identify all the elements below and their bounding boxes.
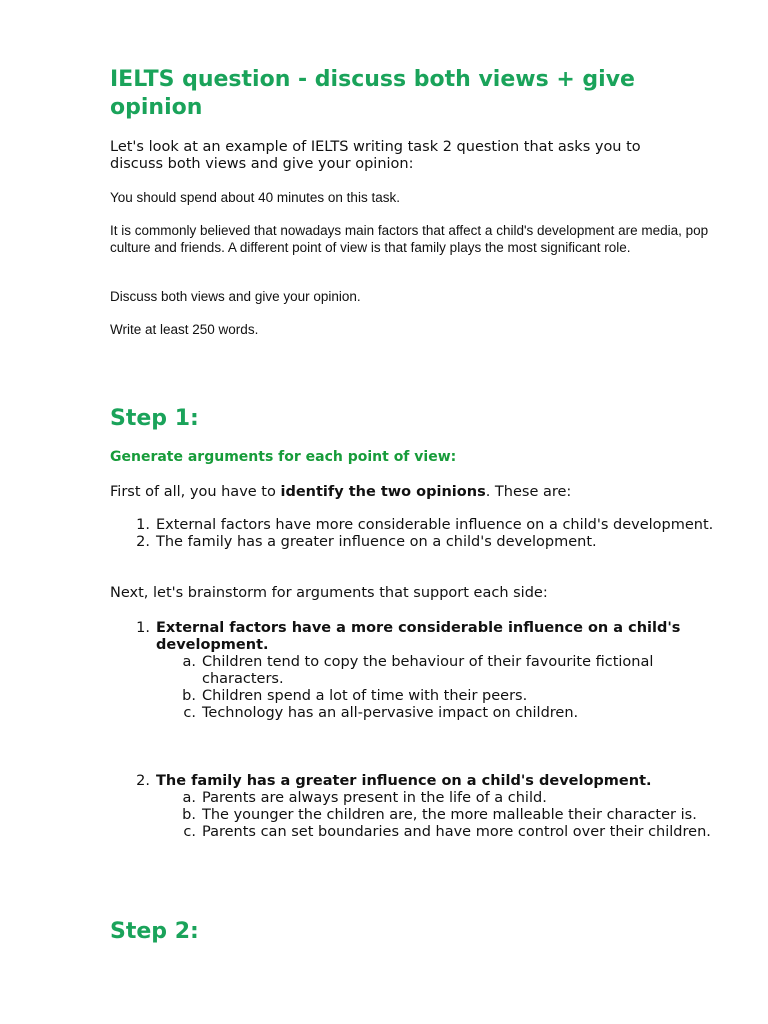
list-number: 1.	[136, 517, 150, 533]
step2-heading: Step 2:	[110, 919, 199, 944]
argument-text: Parents can set boundaries and have more control over their children.	[202, 824, 711, 840]
side-2-list	[110, 773, 730, 841]
argument-item	[110, 790, 730, 807]
task-instruction: Discuss both views and give your opinion.	[110, 289, 361, 304]
list-number: 2.	[136, 534, 150, 550]
side-1-list	[110, 620, 730, 722]
list-number: 1.	[136, 620, 150, 636]
argument-item	[110, 705, 730, 722]
argument-letter: b.	[182, 807, 196, 823]
argument-text: Children tend to copy the behaviour of their favourite fictional characters.	[202, 654, 654, 687]
argument-letter: a.	[182, 654, 196, 670]
argument-item	[110, 807, 730, 824]
argument-letter: c.	[183, 824, 196, 840]
list-item-text: External factors have more considerable influence on a child's development.	[156, 517, 714, 533]
argument-text: Technology has an all-pervasive impact on children.	[202, 705, 579, 721]
argument-text: The younger the children are, the more malleable their character is.	[202, 807, 697, 823]
intro-paragraph: Let's look at an example of IELTS writing task 2 question that asks you to discuss both views and give your opinion:	[110, 139, 641, 172]
lead-text-end: . These are:	[485, 484, 572, 500]
list-number: 2.	[136, 773, 150, 789]
task-word-count: Write at least 250 words.	[110, 322, 259, 337]
side-2-title-text: The family has a greater influence on a child's development.	[156, 773, 652, 789]
task-time: You should spend about 40 minutes on this task.	[110, 190, 400, 205]
argument-item	[110, 688, 730, 705]
step1-heading: Step 1:	[110, 406, 199, 431]
page-title: IELTS question - discuss both views + give opinion	[110, 67, 635, 120]
argument-text: Children spend a lot of time with their peers.	[202, 688, 528, 704]
side-1-title	[110, 620, 730, 654]
list-item-text: The family has a greater influence on a child's development.	[156, 534, 597, 550]
argument-letter: c.	[183, 705, 196, 721]
step1-subheading: Generate arguments for each point of view:	[110, 449, 457, 465]
brainstorm-lead: Next, let's brainstorm for arguments that support each side:	[110, 585, 548, 601]
argument-item	[110, 654, 730, 688]
argument-text: Parents are always present in the life of a child.	[202, 790, 547, 806]
argument-letter: a.	[182, 790, 196, 806]
lead-emphasis: identify the two opinions	[280, 484, 486, 500]
list-item	[110, 517, 730, 534]
opinions-lead	[110, 484, 710, 501]
opinions-list	[110, 517, 730, 551]
lead-text: First of all, you have to	[110, 484, 281, 500]
task-prompt: It is commonly believed that nowadays main factors that affect a child's development are media, pop culture and friends. A different point of view is that family plays the most significant role.	[110, 223, 709, 255]
side-1-title-text: External factors have a more considerable influence on a child's development.	[156, 620, 681, 653]
argument-letter: b.	[182, 688, 196, 704]
side-2-title	[110, 773, 730, 790]
list-item	[110, 534, 730, 551]
argument-item	[110, 824, 730, 841]
